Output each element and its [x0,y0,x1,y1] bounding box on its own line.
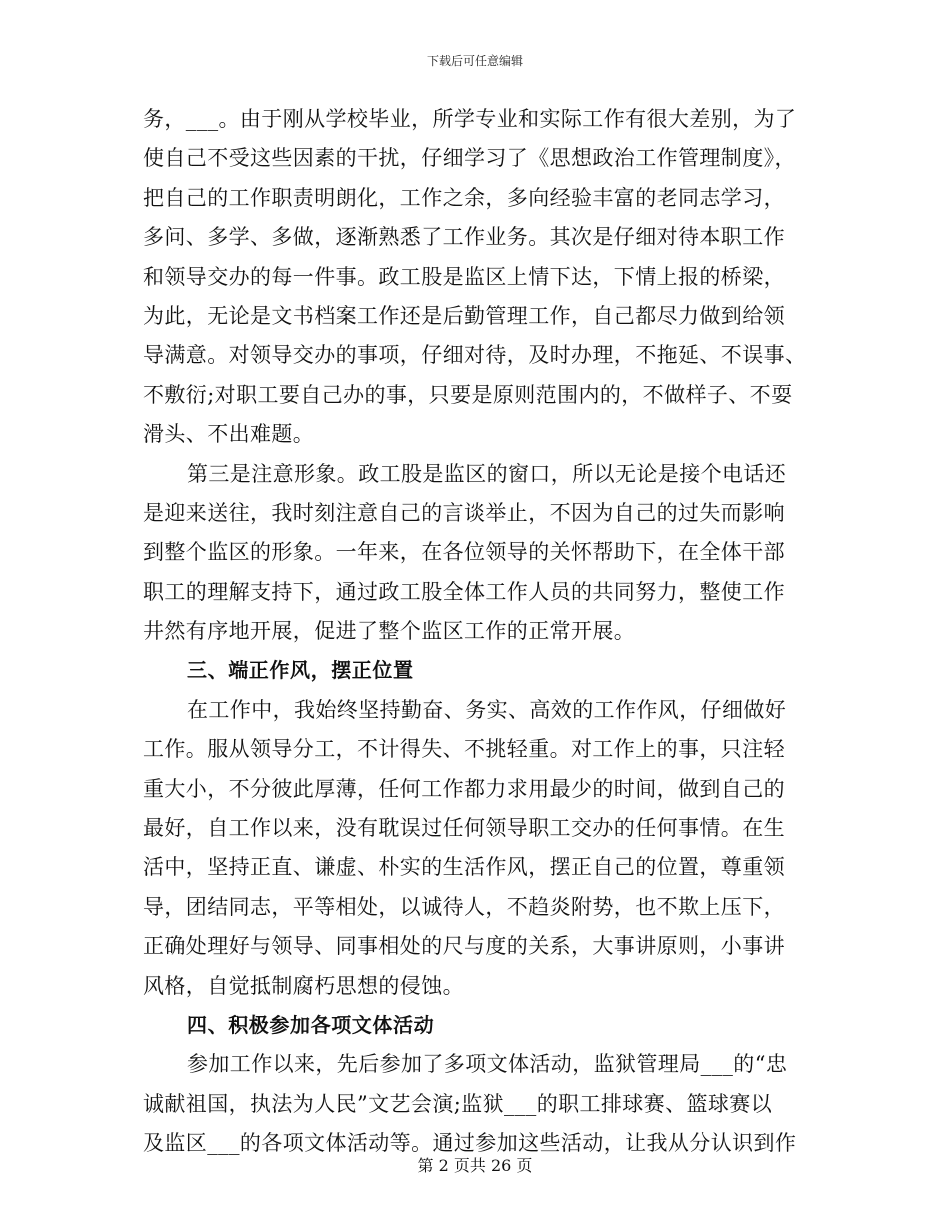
paragraph-first-line: 在工作中，我始终坚持勤奋、务实、高效的工作作风，仔细做好 [187,697,787,722]
text-line: 是迎来送往，我时刻注意自己的言谈举止，不因为自己的过失而影响 [143,500,785,525]
section-heading: 四、积极参加各项文体活动 [187,1012,435,1037]
text-line: 为此，无论是文书档案工作还是后勤管理工作，自己都尽力做到给领 [143,303,785,328]
document-body [143,100,808,1164]
paragraph-first-line: 参加工作以来，先后参加了多项文体活动，监狱管理局___的“忠 [187,1052,788,1077]
text-line: 井然有序地开展，促进了整个监区工作的正常开展。 [143,619,636,644]
paragraph-first-line: 第三是注意形象。政工股是监区的窗口，所以无论是接个电话还 [187,461,787,486]
text-line: 职工的理解支持下，通过政工股全体工作人员的共同努力，整使工作 [143,579,785,604]
text-line: 工作。服从领导分工，不计得失、不挑轻重。对工作上的事，只注轻 [143,737,785,762]
text-line: 务，___。由于刚从学校毕业，所学专业和实际工作有很大差别，为了 [143,107,797,131]
text-line: 诚献祖国，执法为人民”文艺会演;监狱___的职工排球赛、篮球赛以 [143,1091,773,1116]
text-line: 不敷衍;对职工要自己办的事，只要是原则范围内的，不做样子、不耍 [143,382,793,407]
text-line: 到整个监区的形象。一年来，在各位领导的关怀帮助下，在全体干部 [143,540,785,565]
text-line: 导，团结同志，平等相处，以诚待人，不趋炎附势，也不欺上压下， [143,894,785,919]
text-line: 及监区___的各项文体活动等。通过参加这些活动，让我从分认识到作 [143,1131,797,1156]
text-line: 最好，自工作以来，没有耽误过任何领导职工交办的任何事情。在生 [143,816,785,841]
text-line: 导满意。对领导交办的事项，仔细对待，及时办理，不拖延、不误事、 [143,343,807,368]
text-line: 把自己的工作职责明朗化，工作之余，多向经验丰富的老同志学习， [143,185,785,210]
text-line: 多问、多学、多做，逐渐熟悉了工作业务。其次是仔细对待本职工作 [143,225,785,250]
section-heading: 三、端正作风，摆正位置 [187,658,414,683]
text-line: 活中，坚持正直、谦虚、朴实的生活作风，摆正自己的位置，尊重领 [143,855,785,880]
text-line: 滑头、不出难题。 [143,422,315,447]
page-header: 下载后可任意编辑 [426,54,523,68]
text-line: 重大小，不分彼此厚薄，任何工作都力求用最少的时间，做到自己的 [143,776,785,801]
text-line: 正确处理好与领导、同事相处的尺与度的关系，大事讲原则，小事讲 [143,934,785,959]
page-number-footer: 第 2 页共 26 页 [417,1156,533,1175]
text-line: 和领导交办的每一件事。政工股是监区上情下达，下情上报的桥梁， [143,264,785,289]
text-line: 风格，自觉抵制腐朽思想的侵蚀。 [143,973,464,998]
text-line: 使自己不受这些因素的干扰，仔细学习了《思想政治工作管理制度》， [143,146,796,171]
